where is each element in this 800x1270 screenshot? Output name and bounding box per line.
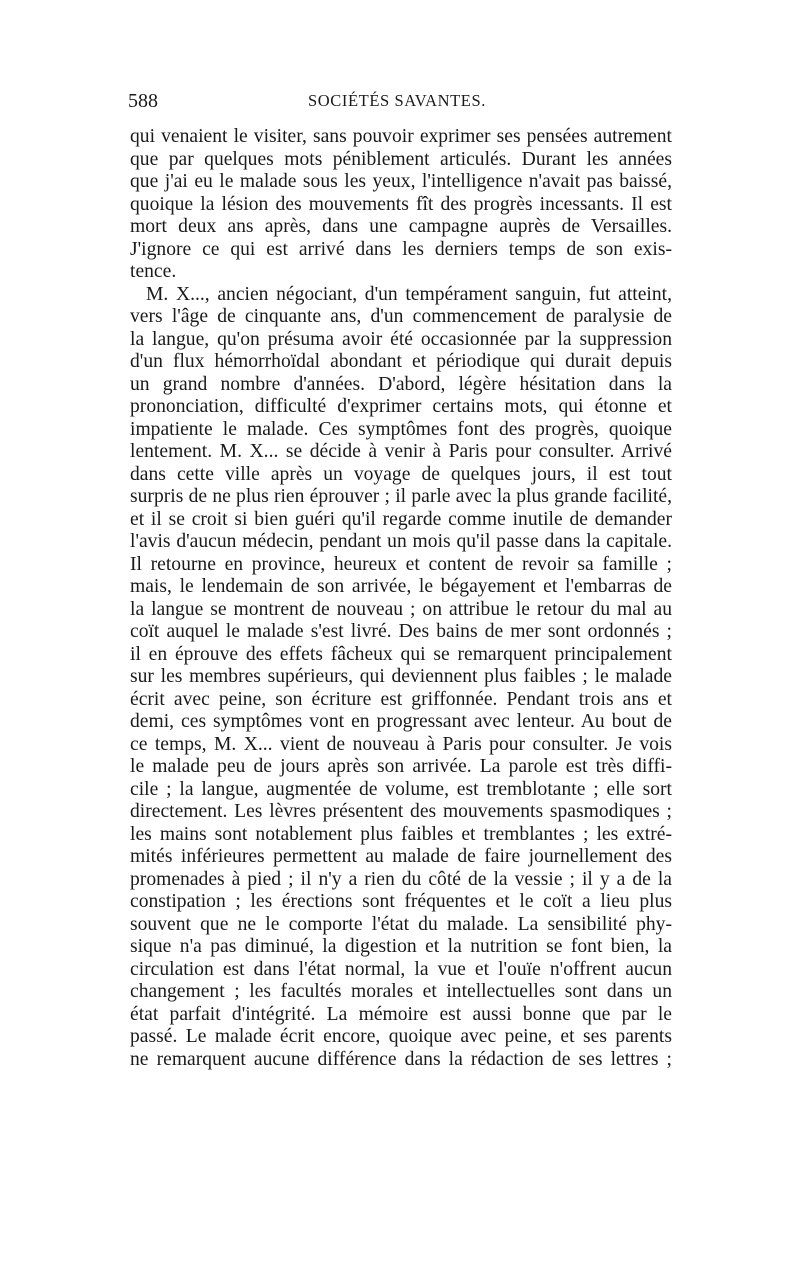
text-line: directement. Les lèvres présentent des mouvements spasmodiques ; bbox=[130, 801, 672, 822]
text-line: il en éprouve des effets fâcheux qui se remarquent principalement bbox=[130, 643, 672, 665]
book-page bbox=[130, 88, 672, 1071]
text-line: le malade peu de jours après son arrivée. La parole est très diffi- bbox=[130, 756, 672, 777]
text-line: changement ; les facultés morales et intellectuelles sont dans un bbox=[130, 981, 672, 1002]
body-text bbox=[130, 126, 672, 1071]
text-line: état parfait d'intégrité. La mémoire est aussi bonne que par le bbox=[130, 1003, 672, 1025]
text-line: cile ; la langue, augmentée de volume, est tremblotante ; elle sort bbox=[130, 778, 672, 800]
text-line: les mains sont notablement plus faibles et tremblantes ; les extré- bbox=[130, 823, 672, 845]
text-line: dans cette ville après un voyage de quelques jours, il est tout bbox=[130, 463, 672, 485]
text-line: lentement. M. X... se décide à venir à Paris pour consulter. Arrivé bbox=[130, 441, 672, 462]
paragraph-1 bbox=[130, 126, 672, 284]
text-line: la langue se montrent de nouveau ; on attribue le retour du mal au bbox=[130, 598, 672, 620]
text-line: quoique la lésion des mouvements fît des progrès incessants. Il est bbox=[130, 193, 672, 215]
text-line: un grand nombre d'années. D'abord, légère hésitation dans la bbox=[130, 373, 672, 395]
text-line: mités inférieures permettent au malade de faire journellement des bbox=[130, 846, 672, 867]
text-line: promenades à pied ; il n'y a rien du côté de la vessie ; il y a de la bbox=[130, 868, 672, 890]
page-number: 588 bbox=[128, 90, 158, 112]
text-line: J'ignore ce qui est arrivé dans les derniers temps de son exis- bbox=[130, 238, 672, 260]
text-line: l'avis d'aucun médecin, pendant un mois qu'il passe dans la capitale. bbox=[130, 531, 672, 552]
text-line: et il se croit si bien guéri qu'il regarde comme inutile de demander bbox=[130, 508, 672, 530]
text-line: Il retourne en province, heureux et content de revoir sa famille ; bbox=[130, 553, 672, 575]
text-line: la langue, qu'on présuma avoir été occasionnée par la suppression bbox=[130, 328, 672, 350]
text-line: prononciation, difficulté d'exprimer certains mots, qui étonne et bbox=[130, 396, 672, 417]
text-line: mais, le lendemain de son arrivée, le bégayement et l'embarras de bbox=[130, 576, 672, 597]
text-line: sique n'a pas diminué, la digestion et la nutrition se font bien, la bbox=[130, 936, 672, 957]
text-line: M. X..., ancien négociant, d'un tempérament sanguin, fut atteint, bbox=[146, 283, 672, 305]
text-line: que j'ai eu le malade sous les yeux, l'intelligence n'avait pas baissé, bbox=[130, 171, 672, 192]
text-line: qui venaient le visiter, sans pouvoir exprimer ses pensées autrement bbox=[130, 126, 672, 147]
text-line: ne remarquent aucune différence dans la rédaction de ses lettres ; bbox=[130, 1048, 672, 1070]
running-title: SOCIÉTÉS SAVANTES. bbox=[308, 91, 486, 110]
text-line: vers l'âge de cinquante ans, d'un commencement de paralysie de bbox=[130, 306, 672, 327]
running-head bbox=[130, 88, 672, 118]
text-line: constipation ; les érections sont fréquentes et le coït a lieu plus bbox=[130, 891, 672, 912]
text-line: ce temps, M. X... vient de nouveau à Paris pour consulter. Je vois bbox=[130, 733, 672, 755]
text-line: d'un flux hémorrhoïdal abondant et périodique qui durait depuis bbox=[130, 351, 672, 372]
text-line: tence. bbox=[130, 261, 177, 282]
text-line: passé. Le malade écrit encore, quoique avec peine, et ses parents bbox=[130, 1026, 672, 1047]
text-line: sur les membres supérieurs, qui deviennent plus faibles ; le malade bbox=[130, 666, 672, 687]
text-line: demi, ces symptômes vont en progressant avec lenteur. Au bout de bbox=[130, 711, 672, 732]
text-line: surpris de ne plus rien éprouver ; il parle avec la plus grande facilité, bbox=[130, 486, 672, 507]
text-line: souvent que ne le comporte l'état du malade. La sensibilité phy- bbox=[130, 913, 672, 935]
text-line: coït auquel le malade s'est livré. Des bains de mer sont ordonnés ; bbox=[130, 621, 672, 642]
text-line: impatiente le malade. Ces symptômes font des progrès, quoique bbox=[130, 418, 672, 440]
text-line: circulation est dans l'état normal, la vue et l'ouïe n'offrent aucun bbox=[130, 958, 672, 980]
text-line: que par quelques mots péniblement articulés. Durant les années bbox=[130, 148, 672, 170]
paragraph-2 bbox=[130, 284, 672, 1072]
text-line: écrit avec peine, son écriture est griffonnée. Pendant trois ans et bbox=[130, 688, 672, 710]
text-line: mort deux ans après, dans une campagne auprès de Versailles. bbox=[130, 216, 672, 237]
